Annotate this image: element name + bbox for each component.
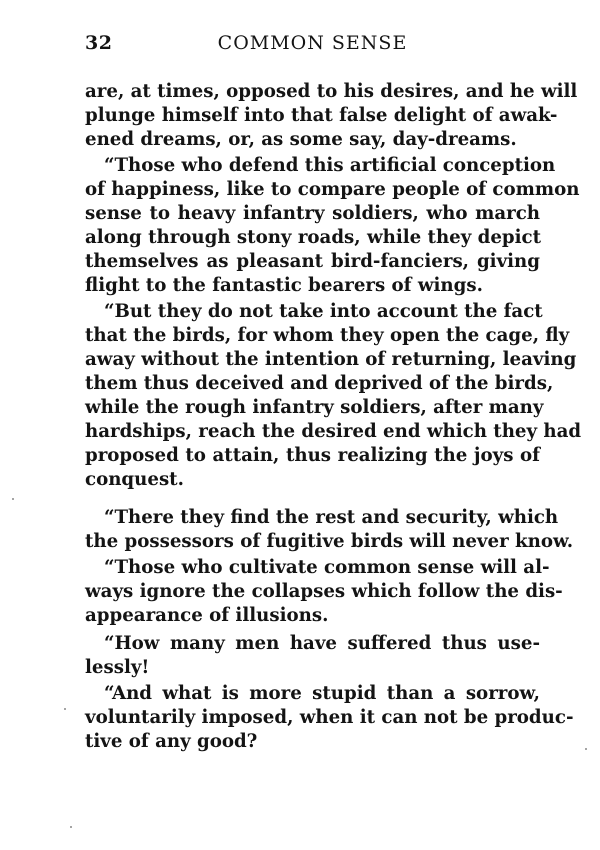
text-line: “But they do not take into account the fact — [104, 301, 543, 322]
text-line: that the birds, for whom they open the cage, fly — [85, 325, 570, 346]
text-line: the possessors of fugitive birds will never know. — [85, 531, 574, 552]
paper-speck — [64, 708, 66, 710]
paper-speck — [70, 826, 72, 828]
text-line: ened dreams, or, as some say, day-dreams. — [85, 129, 517, 150]
text-line: “Those who cultivate common sense will al- — [104, 557, 550, 578]
text-line: appearance of illusions. — [85, 605, 329, 626]
text-line: themselves as pleasant bird-fanciers, giving — [85, 251, 540, 272]
text-line: are, at times, opposed to his desires, and he will — [85, 81, 578, 102]
text-line: them thus deceived and deprived of the birds, — [85, 373, 554, 394]
text-line: conquest. — [85, 469, 184, 490]
text-line: hardships, reach the desired end which they had — [85, 421, 582, 442]
text-line: tive of any good? — [85, 731, 258, 752]
text-line: sense to heavy infantry soldiers, who march — [85, 203, 540, 224]
text-line: “Those who defend this artificial conception — [104, 155, 556, 176]
running-title: COMMON SENSE — [217, 32, 408, 54]
text-line: proposed to attain, thus realizing the joys of — [85, 445, 540, 466]
text-line: voluntarily imposed, when it can not be produc- — [85, 707, 574, 728]
paper-speck — [585, 748, 587, 750]
text-line: while the rough infantry soldiers, after many — [85, 397, 544, 418]
page-number: 32 — [85, 32, 113, 54]
text-line: of happiness, like to compare people of common — [85, 179, 580, 200]
text-line: “And what is more stupid than a sorrow, — [104, 683, 540, 704]
text-line: ways ignore the collapses which follow the dis- — [85, 581, 563, 602]
text-line: flight to the fantastic bearers of wings. — [85, 275, 483, 296]
page-header — [85, 32, 540, 62]
text-line: lessly! — [85, 657, 150, 678]
text-line: plunge himself into that false delight of awak- — [85, 105, 558, 126]
paper-speck — [12, 498, 14, 500]
text-line: away without the intention of returning, leaving — [85, 349, 577, 370]
text-line: “There they find the rest and security, which — [104, 507, 559, 528]
text-line: along through stony roads, while they depict — [85, 227, 542, 248]
text-line: “How many men have suffered thus use- — [104, 633, 540, 654]
